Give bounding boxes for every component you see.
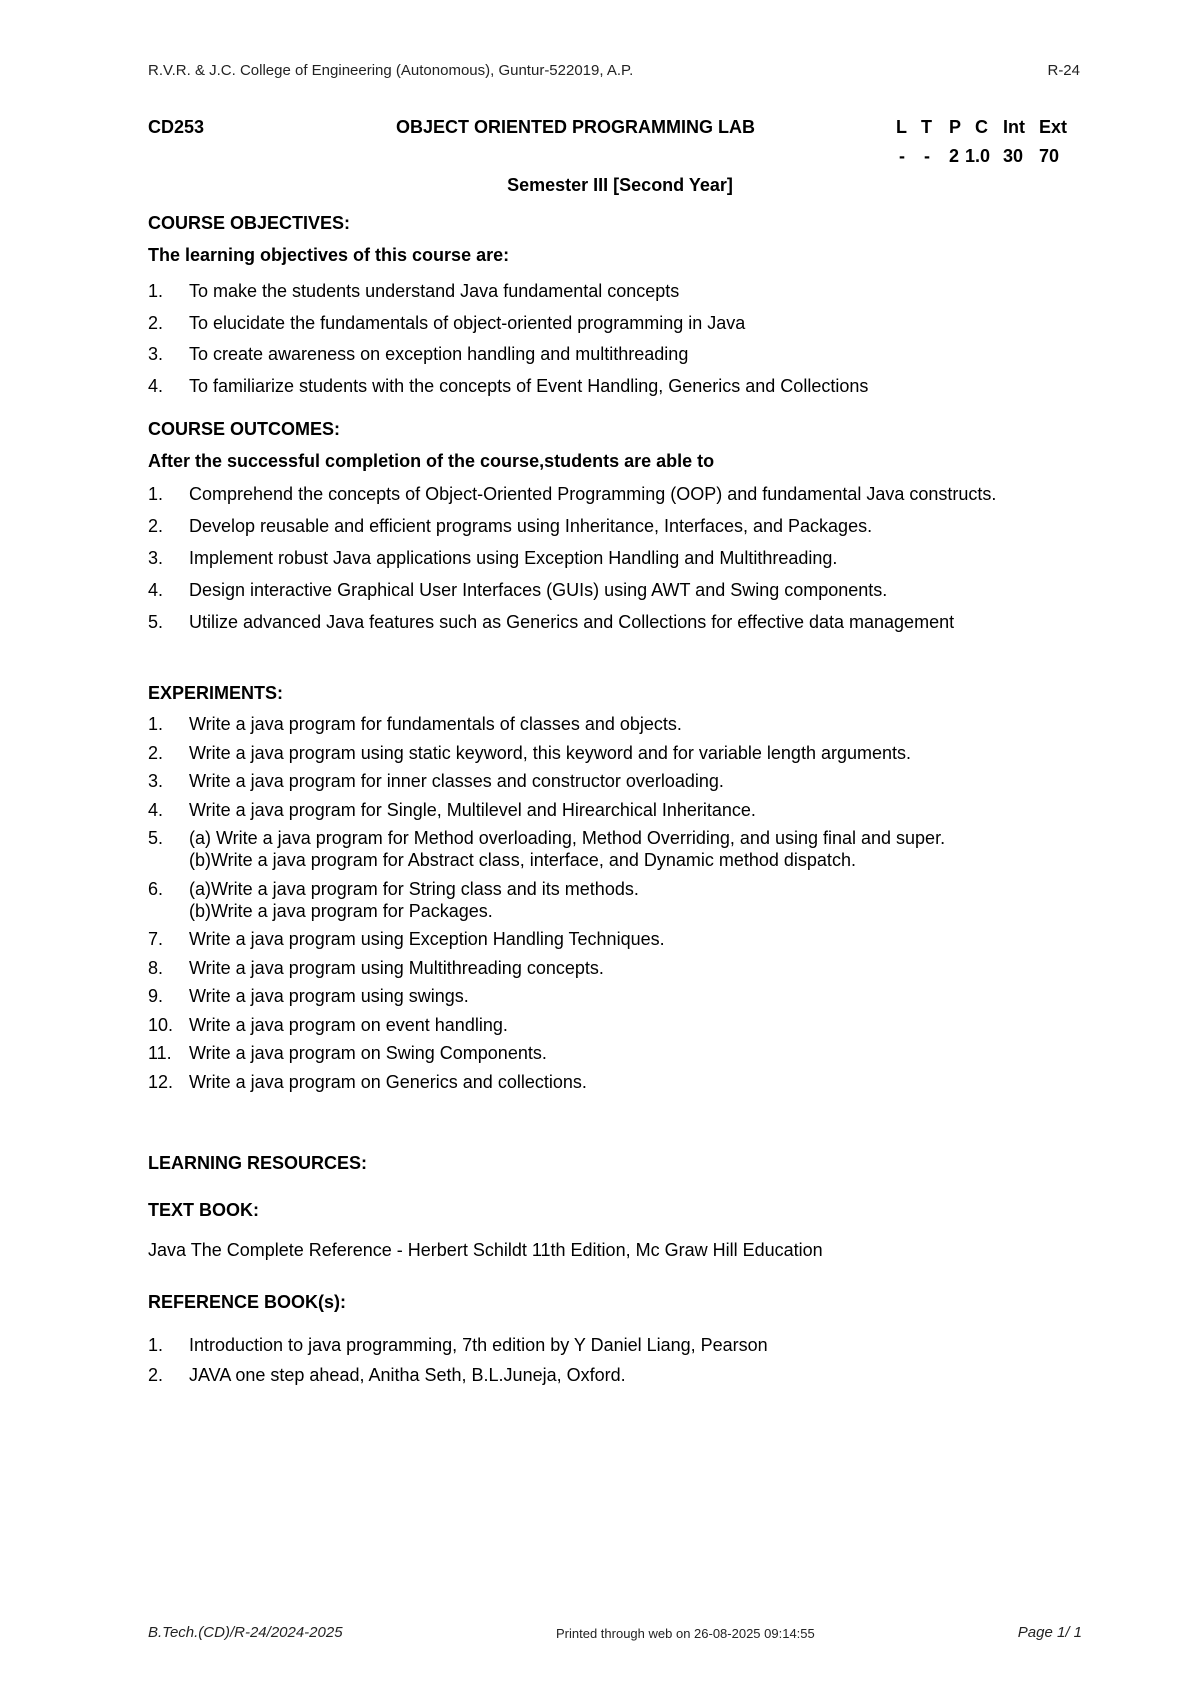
program-footer: B.Tech.(CD)/R-24/2024-2025 — [148, 1624, 343, 1641]
ltpc-value: 30 — [1003, 146, 1024, 166]
ltpc-header: P — [949, 117, 962, 137]
list-item: 5. Utilize advanced Java features such as Generics and Collections for effective data management — [148, 612, 955, 632]
list-item: 11. Write a java program on Swing Components. — [148, 1043, 547, 1063]
outcomes-intro: After the successful completion of the course,students are able to — [148, 451, 715, 471]
semester-label: Semester III [Second Year] — [507, 175, 733, 195]
list-item: 2. Write a java program using static keyword, this keyword and for variable length arguments. — [148, 742, 912, 763]
list-item: 1. Comprehend the concepts of Object-Oriented Programming (OOP) and fundamental Java constructs. — [148, 484, 997, 504]
reference-heading: REFERENCE BOOK(s): — [148, 1292, 347, 1312]
list-item: 7. Write a java program using Exception Handling Techniques. — [148, 929, 665, 949]
page-number: Page 1/ 1 — [1017, 1624, 1082, 1641]
list-item: 1. Introduction to java programming, 7th edition by Y Daniel Liang, Pearson — [148, 1335, 768, 1355]
list-item: 4. Design interactive Graphical User Interfaces (GUIs) using AWT and Swing components. — [148, 580, 888, 600]
ltpc-header: C — [975, 117, 988, 137]
list-item: 10. Write a java program on event handling. — [148, 1014, 508, 1035]
list-item: 2. Develop reusable and efficient programs using Inheritance, Interfaces, and Packages. — [148, 516, 873, 536]
textbook-heading: TEXT BOOK: — [148, 1200, 259, 1220]
objectives-heading: COURSE OBJECTIVES: — [148, 213, 351, 233]
list-item: 4. Write a java program for Single, Multilevel and Hirearchical Inheritance. — [148, 799, 756, 820]
resources-heading: LEARNING RESOURCES: — [148, 1153, 368, 1173]
list-item: 3. Implement robust Java applications using Exception Handling and Multithreading. — [148, 548, 838, 568]
list-item: 6. (a)Write a java program for String class and its methods. (b)Write a java program for Packages. — [148, 878, 639, 921]
experiments-list — [148, 713, 1096, 1093]
outcomes-heading: COURSE OUTCOMES: — [148, 419, 341, 439]
list-item: 4. To familiarize students with the concepts of Event Handling, Generics and Collections — [148, 375, 869, 396]
institution-header: R.V.R. & J.C. College of Engineering (Autonomous), Guntur-522019, A.P. — [148, 62, 634, 79]
printed-timestamp: Printed through web on 26-08-2025 09:14:55 — [556, 1626, 815, 1641]
ltpc-value: 1.0 — [965, 146, 991, 166]
ltpc-value: 2 — [949, 146, 960, 166]
ltpc-value: - — [924, 146, 930, 166]
list-item: 3. Write a java program for inner classes and constructor overloading. — [148, 771, 724, 791]
objectives-list — [148, 276, 1096, 402]
list-item: 9. Write a java program using swings. — [148, 986, 469, 1006]
course-code: CD253 — [148, 117, 205, 137]
outcomes-list — [148, 483, 1096, 634]
regulation-label: R-24 — [1047, 62, 1080, 79]
ltpc-header: L — [896, 117, 907, 137]
course-title-row — [148, 117, 1088, 166]
objectives-intro: The learning objectives of this course are: — [148, 245, 510, 265]
experiments-heading: EXPERIMENTS: — [148, 683, 284, 703]
ltpc-header: Int — [1003, 117, 1025, 137]
list-item: 2. JAVA one step ahead, Anitha Seth, B.L.Juneja, Oxford. — [148, 1365, 626, 1385]
list-item: 8. Write a java program using Multithreading concepts. — [148, 957, 604, 978]
reference-list — [148, 1330, 1096, 1390]
list-item: 5. (a) Write a java program for Method overloading, Method Overriding, and using final and super. (b)Write a java program for Abstract class, interface, and Dynamic method dispatch. — [148, 828, 946, 870]
ltpc-header: T — [921, 117, 932, 137]
list-item: 2. To elucidate the fundamentals of object-oriented programming in Java — [148, 312, 746, 333]
ltpc-header: Ext — [1039, 117, 1068, 137]
list-item: 3. To create awareness on exception handling and multithreading — [148, 344, 689, 365]
textbook-entry: Java The Complete Reference - Herbert Schildt 11th Edition, Mc Graw Hill Education — [148, 1240, 823, 1260]
list-item: 1. To make the students understand Java fundamental concepts — [148, 281, 680, 301]
list-item: 12. Write a java program on Generics and collections. — [148, 1071, 587, 1092]
ltpc-value: 70 — [1039, 146, 1060, 166]
list-item: 1. Write a java program for fundamentals of classes and objects. — [148, 714, 682, 734]
ltpc-value: - — [899, 146, 905, 166]
course-title: OBJECT ORIENTED PROGRAMMING LAB — [396, 117, 756, 137]
